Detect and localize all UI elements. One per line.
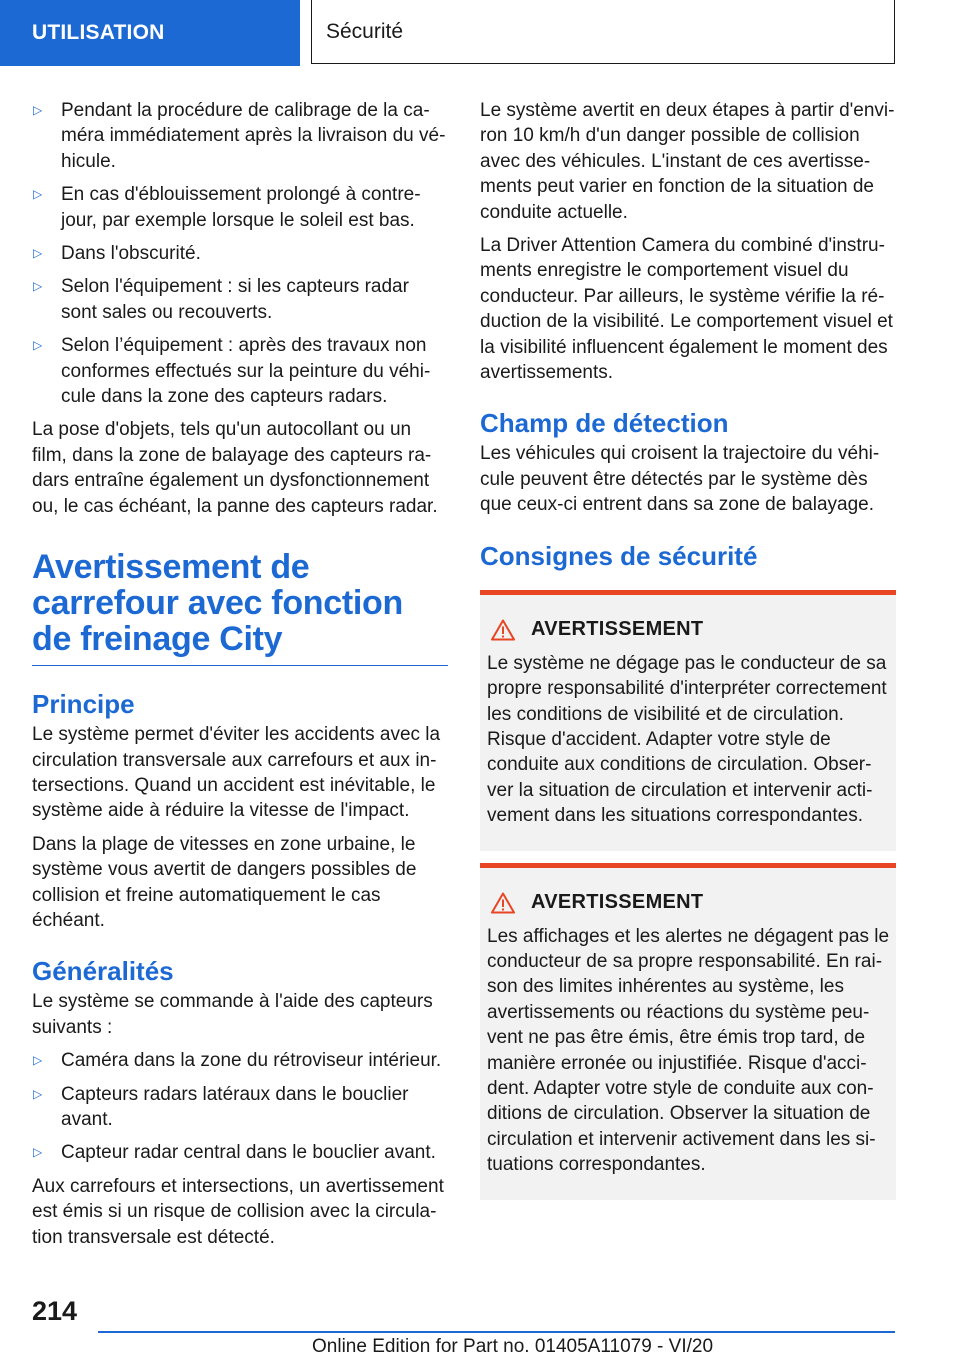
heading-generalites: Généralités	[32, 956, 174, 987]
triangle-bullet-icon: ▷	[33, 338, 43, 353]
triangle-bullet-icon: ▷	[33, 103, 43, 117]
list-item: ▷ Caméra dans la zone du rétroviseur intérieur.	[32, 1048, 448, 1073]
warning-box	[480, 863, 896, 1200]
warning-label: AVERTISSEMENT	[531, 618, 704, 641]
triangle-bullet-icon: ▷	[33, 279, 43, 294]
list-item: ▷ Selon l'équipement : si les capteurs radar sont sales ou recouverts.	[33, 276, 409, 323]
paragraph-carrefours: Aux carrefours et intersections, un avertissement est émis si un risque de collision avec la circulation transversale est détecté.	[32, 1175, 444, 1248]
paragraph-avertit: Le système avertit en deux étapes à partir d'environ 10 km/h d'un danger possible de collision avec des véhicules. L'instant de ces avertissements peut varier en fonction de la situation de conduite actuelle.	[480, 100, 895, 223]
paragraph-generalites: Le système se commande à l'aide des capteurs suivants :	[32, 991, 433, 1038]
warning-text: Les affichages et les alertes ne dégagent pas le conducteur de sa propre responsabilité. En raison des limites inhérentes au système, les avertissements ou réactions du système peuvent ne pas être émis, être émis trop tard, de manière erronée ou injustifiée. Risque d'accident. Adapter votre style de conduite aux conditions de circulation. Observer la situation de circulation et intervenir activement dans les situations correspondantes.	[487, 925, 890, 1176]
chapter-title: Avertissement de carrefour avec fonction de freinage City	[32, 549, 448, 666]
triangle-bullet-icon: ▷	[33, 1086, 43, 1101]
warning-triangle-icon	[491, 892, 515, 914]
heading-consignes: Consignes de sécurité	[480, 540, 758, 571]
section-tab: UTILISATION	[0, 0, 300, 66]
triangle-bullet-icon: ▷	[33, 1145, 43, 1160]
warning-box	[480, 590, 896, 851]
paragraph-camera: La Driver Attention Camera du combiné d'instruments enregistre le comportement visuel du conducteur. Par ailleurs, le système vérifie la réduction de la visibilité. Le comportement visuel et la visibilité influencent également le moment des avertissements.	[480, 235, 893, 384]
paragraph-principe-1: Le système permet d'éviter les accidents avec la circulation transversale aux carrefours et aux intersections. Quand un accident est inévitable, le système aide à réduire la vitesse de l'impact.	[32, 724, 441, 822]
page-number: 214	[32, 1296, 78, 1326]
triangle-bullet-icon: ▷	[33, 1053, 43, 1068]
list-item: ▷ Selon l’équipement : après des travaux non conformes effectués sur la peinture du véhicule dans la zone des capteurs radars.	[33, 335, 431, 408]
right-column	[480, 98, 896, 1200]
list-item: ▷ Capteur radar central dans le bouclier avant.	[32, 1140, 448, 1165]
list-item: ▷ Capteurs radars latéraux dans le bouclier avant.	[33, 1083, 409, 1130]
sensors-list	[32, 1048, 448, 1166]
limitations-list	[32, 98, 448, 409]
triangle-bullet-icon: ▷	[33, 187, 43, 202]
heading-champ-detection: Champ de détection	[480, 408, 729, 439]
footer-divider	[98, 1331, 895, 1333]
list-item: ▷ En cas d'éblouissement prolongé à contre-jour, par exemple lorsque le soleil est bas.	[33, 184, 421, 231]
warning-triangle-icon	[491, 619, 515, 641]
edition-note: Online Edition for Part no. 01405A11079 - VI/20	[312, 1336, 714, 1357]
list-item: ▷ Dans l'obscurité.	[32, 241, 448, 266]
paragraph-champ-detection: Les véhicules qui croisent la trajectoire du véhicule peuvent être détectés par le système dès que ceux-ci entrent dans sa zone de balayage.	[480, 443, 880, 516]
warning-label: AVERTISSEMENT	[531, 891, 704, 914]
list-item: ▷ Pendant la procédure de calibrage de la caméra immédiatement après la livraison du véhicule.	[33, 100, 446, 172]
chapter-label: Sécurité	[311, 0, 895, 64]
paragraph-pose: La pose d'objets, tels qu'un autocollant ou un film, dans la zone de balayage des capteurs radars entraîne également un dysfonctionnement ou, le cas échéant, la panne des capteurs radar.	[32, 419, 438, 517]
warning-text: Le système ne dégage pas le conducteur de sa propre responsabilité d'interpréter correctement les conditions de visibilité et de circulation. Risque d'accident. Adapter votre style de conduite aux conditions de circulation. Observer la situation de circulation et intervenir activement dans les situations correspondantes.	[487, 652, 887, 827]
page-header	[0, 0, 960, 66]
heading-principe: Principe	[32, 689, 135, 720]
paragraph-principe-2: Dans la plage de vitesses en zone urbaine, le système vous avertit de dangers possibles de collision et freine automatiquement le cas échéant.	[32, 833, 417, 931]
triangle-bullet-icon: ▷	[33, 246, 43, 261]
left-column	[32, 98, 448, 1258]
